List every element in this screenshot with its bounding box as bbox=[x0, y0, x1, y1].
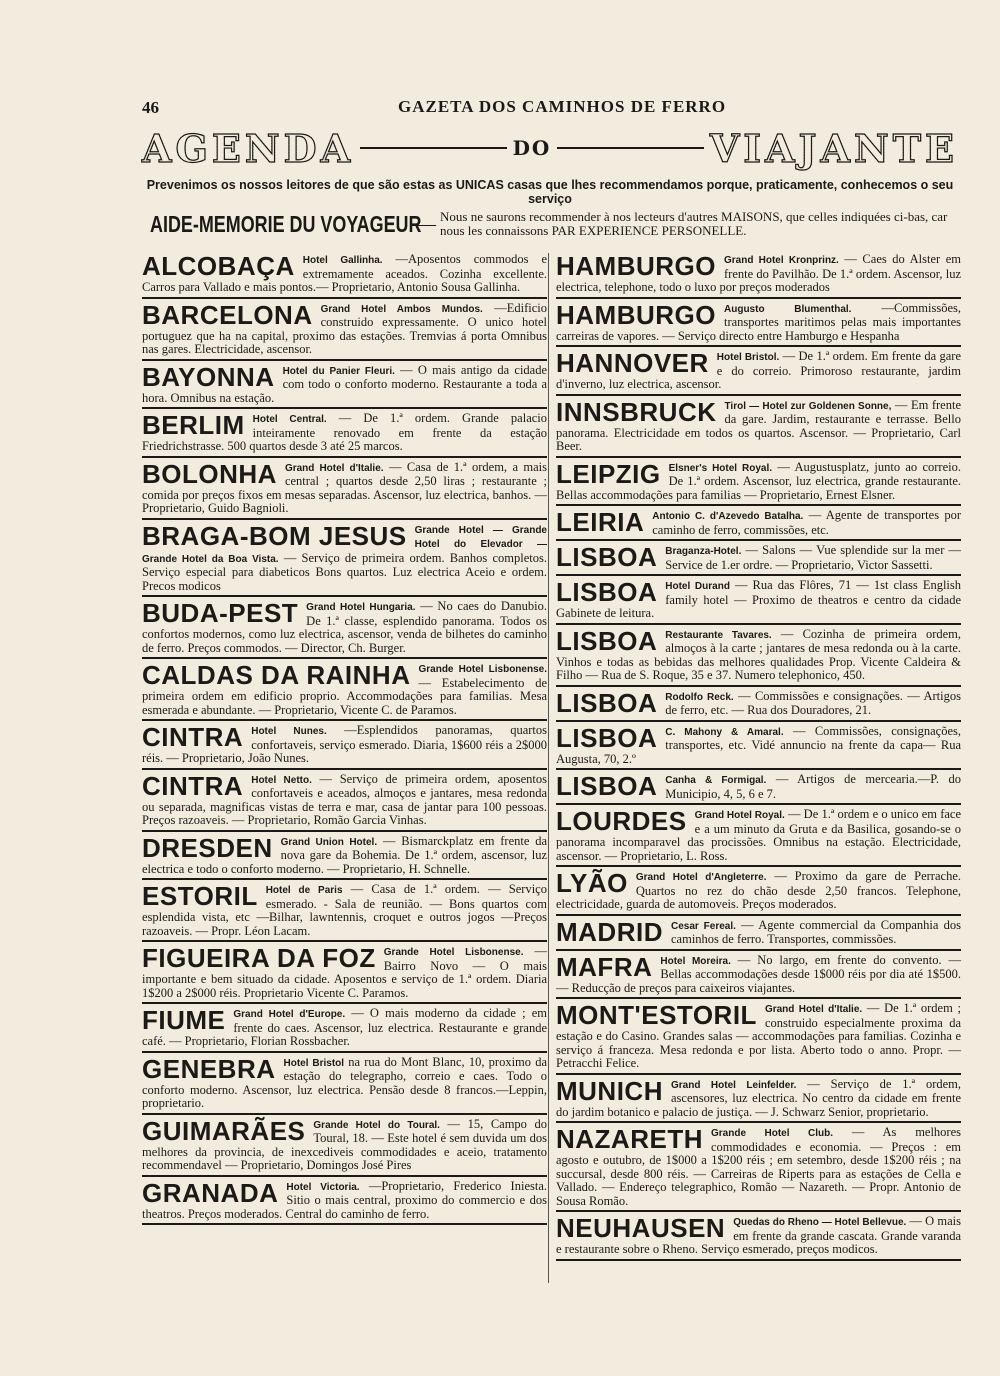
city-name: GUIMARÃES bbox=[142, 1115, 306, 1146]
city-name: DRESDEN bbox=[142, 832, 273, 863]
city-name: MAFRA bbox=[556, 951, 653, 982]
listing-description: — No caes do Danubio. De 1.ª classe, esplendido panorama. Todos os confortos modernos, como luz electrica, ascensor, venda de bilhetes do caminho de ferro. Preços commodos. — Director, Ch. Burger. bbox=[142, 599, 548, 655]
listing-text bbox=[556, 808, 961, 863]
listing-entry bbox=[142, 724, 547, 770]
hotel-name: Canha & Formigal. bbox=[665, 775, 767, 786]
listing-text bbox=[556, 458, 961, 503]
city-name: GRANADA bbox=[142, 1177, 279, 1208]
listing-entry bbox=[142, 520, 548, 598]
listing-text bbox=[142, 1115, 548, 1173]
hotel-name: Hotel de Paris bbox=[265, 885, 343, 896]
listing-text bbox=[142, 361, 548, 406]
listing-entry bbox=[142, 253, 547, 299]
listing-entry bbox=[142, 1177, 547, 1226]
listing-description: —Esplendidos panoramas, quartos confortaveis, serviço esmerado. Diaria, 1$600 réis a 2$000 réis. — Proprietario, João Nunes. bbox=[142, 723, 548, 765]
city-name: HAMBURGO bbox=[556, 299, 716, 330]
hotel-name: Hotel Victoria. bbox=[286, 1181, 360, 1193]
hotel-name: Elsner's Hotel Royal. bbox=[668, 462, 773, 474]
listing-text bbox=[556, 916, 961, 947]
listing-description: — Augustusplatz, junto ao correio. De 1.ª ordem. Ascensor, luz electrica, grande restaurante. Bellas accommodações para familias — Proprietario, Ernest Elsner. bbox=[556, 459, 961, 502]
city-name: NAZARETH bbox=[556, 1124, 703, 1154]
listing-description: — As melhores commodidades e economia. — Preços : em agosto e outubro, de 1$000 a 1$200 réis ; em setembro, desde 1$200 réis ; na succursal, desde 800 réis. — Carreiras de Riperts para as estações de Cella e Vallado. — Endereço telegraphico, Romão — Nazareth. — Propr. Antonio de Sousa Romão. bbox=[556, 1125, 962, 1208]
city-name: LISBOA bbox=[556, 542, 658, 572]
listing-text bbox=[556, 579, 961, 621]
hotel-name: Grand Hotel d'Italie. bbox=[764, 1004, 863, 1015]
city-name: CINTRA bbox=[142, 770, 244, 801]
city-name: LISBOA bbox=[556, 577, 658, 607]
city-name: BAYONNA bbox=[142, 361, 275, 392]
hotel-name: Hotel Bristol bbox=[283, 1057, 345, 1069]
listing-text bbox=[142, 770, 548, 828]
hotel-name: Grand Hotel Ambos Mundos. bbox=[320, 303, 483, 315]
listing-description: — Caes do Alster em frente do Pavilhão. De 1.ª ordem. Ascensor, luz electrica, telephone, todo o luxo por preços moderados bbox=[556, 252, 961, 294]
listing-text bbox=[142, 299, 547, 357]
hotel-name: C. Mahony & Amaral. bbox=[665, 726, 784, 738]
listing-text bbox=[142, 412, 547, 454]
listing-text bbox=[556, 722, 962, 767]
listing-text bbox=[556, 299, 961, 344]
listing-entry bbox=[142, 1053, 548, 1115]
listing-entry bbox=[556, 350, 961, 396]
hotel-name: Hotel Nunes. bbox=[251, 726, 327, 737]
hotel-name: Grande Hotel Lisbonense. bbox=[383, 947, 524, 958]
banner-rule bbox=[360, 147, 506, 149]
right-column bbox=[556, 253, 961, 1264]
listing-description: —Aposentos commodos e extremamente aceados. Cozinha excellente. Carros para Vallado e mais pontos.— Proprietario, Antonio Sousa Gallinha. bbox=[142, 252, 548, 294]
listing-entry bbox=[142, 945, 547, 1004]
listing-description: —Proprietario, Frederico Iniesta. Sitio o mais central, proximo do commercio e dos theatros. Preços moderados. Central do caminho de ferro. bbox=[142, 1178, 547, 1221]
hotel-name: Hotel Netto. bbox=[251, 774, 312, 786]
listing-entry bbox=[556, 458, 961, 507]
city-name: MONT'ESTORIL bbox=[556, 1000, 757, 1030]
hotel-name: Cesar Fereal. bbox=[671, 920, 736, 932]
hotel-name: Grand Hotel Kronprinz. bbox=[724, 255, 839, 266]
listing-text bbox=[142, 662, 547, 717]
left-column bbox=[142, 253, 547, 1228]
city-name: HAMBURGO bbox=[556, 251, 716, 281]
listing-entry bbox=[556, 625, 961, 687]
city-name: NEUHAUSEN bbox=[556, 1213, 726, 1243]
city-name: LEIRIA bbox=[556, 507, 645, 537]
listing-description: — Bismarckplatz em frente da nova gare da Bohemia. De 1.ª ordem, ascensor, luz electrica e todo o conforto moderno. — Proprietario, H. Schnelle. bbox=[142, 833, 547, 876]
listing-entry bbox=[556, 1075, 961, 1124]
city-name: LISBOA bbox=[556, 722, 658, 753]
hotel-name: Grand Hotel d'Europe. bbox=[233, 1009, 346, 1020]
hotel-name: Grand Hotel Hungaria. bbox=[306, 602, 416, 613]
listing-text bbox=[556, 870, 961, 912]
listing-entry bbox=[556, 870, 961, 916]
column-divider bbox=[548, 253, 549, 1283]
listing-description: — O mais antigo da cidade com todo o conforto moderno. Restaurante a toda a hora. Omnibus na estação. bbox=[142, 362, 548, 405]
listing-text bbox=[142, 724, 547, 766]
listing-description: — Commissões e consignações. — Artigos de ferro, etc. — Rua dos Douradores, 21. bbox=[665, 688, 961, 717]
listing-entry bbox=[142, 1007, 547, 1053]
hotel-name: Grand Union Hotel. bbox=[280, 836, 378, 848]
listing-entry bbox=[556, 808, 961, 867]
listing-entry bbox=[556, 951, 961, 1000]
listing-description: — Bairro Novo — O mais importante e bem situado da cidade. Aposentos e serviço de 1.ª ordem. Diaria 1$200 a 2$000 réis. Proprietario Vicente C. Paramos. bbox=[142, 944, 547, 1000]
listing-description: —Commissões, transportes maritimos pelas mais importantes carreiras de vapores. — Serviço directo entre Hamburgo e Hespanha bbox=[556, 300, 961, 343]
city-name: LYÃO bbox=[556, 868, 628, 898]
listing-text bbox=[556, 1075, 961, 1120]
hotel-name: Hotel Moreira. bbox=[660, 955, 731, 967]
city-name: BARCELONA bbox=[142, 299, 313, 330]
listing-description: — Agente de transportes por caminho de ferro, commissões, etc. bbox=[652, 508, 962, 537]
listing-entry bbox=[556, 687, 961, 722]
listing-entry bbox=[142, 662, 547, 721]
aide-title: AIDE-MEMORIE DU VOYAGEUR bbox=[150, 210, 422, 237]
listing-description: — Casa de 1.ª ordem, a mais central ; quartos desde 2,50 liras ; restaurante ; comida por preços fixos em mesas separadas. Ascensor, luz electrica, banhos. — Proprietario, Guido Bagnioli. bbox=[142, 459, 548, 515]
listing-description: — Commissões, consignações, transportes, etc. Vidé annuncio na frente da capa— Rua Augusta, 70, 2.º bbox=[556, 723, 962, 766]
listing-description: na rua do Mont Blanc, 10, proximo da estação do telegrapho, correio e caes. Todo o conforto moderno. Ascensor, luz electrica. Pensão desde 8 francos.—Leppin, proprietario. bbox=[142, 1054, 548, 1110]
listing-text bbox=[142, 1053, 548, 1111]
listing-text bbox=[142, 832, 547, 877]
aide-memoire bbox=[150, 210, 958, 238]
hotel-name: Tirol — Hotel zur Goldenen Sonne, bbox=[724, 400, 892, 412]
listing-description: — De 1.ª ordem. Em frente da gare e do correio. Primoroso restaurante, jardim d'inverno, luz electrica, ascensor. bbox=[556, 349, 961, 391]
listing-description: —Edificio construido expressamente. O unico hotel portuguez que ha na capital, proximo das estações. Tremvias á porta Omnibus nas gares. Electricidade, ascensor. bbox=[142, 300, 547, 356]
listing-description: — Serviço de 1.ª ordem, ascensores, luz electrica. No centro da cidade em frente do jardim botanico e palacio de justiça. — J. Schwarz Senior, proprietario. bbox=[556, 1076, 961, 1119]
listing-text bbox=[556, 687, 961, 718]
listing-text bbox=[556, 253, 961, 295]
hotel-name: Grand Hotel Leinfelder. bbox=[671, 1079, 797, 1091]
hotel-name: Hotel Durand bbox=[665, 581, 730, 592]
listing-description: — Casa de 1.ª ordem. — Serviço esmerado. - Sala de reunião. — Bons quartos com esplendida vista, etc —Bilhar, lawntennis, croquet e outros jogos —Preços razoaveis. — Propr. Léon Lacam. bbox=[142, 882, 547, 938]
listing-text bbox=[142, 1177, 547, 1222]
listing-text bbox=[556, 396, 961, 454]
listing-entry bbox=[142, 883, 547, 942]
city-name: BUDA-PEST bbox=[142, 598, 299, 628]
page-number: 46 bbox=[142, 98, 159, 117]
listing-text bbox=[556, 1002, 961, 1071]
city-name: LISBOA bbox=[556, 687, 658, 718]
hotel-name: Grande Hotel Lisbonense. bbox=[418, 664, 547, 675]
listing-description: — Agente commercial da Companhia dos caminhos de ferro. Transportes, commissões. bbox=[671, 917, 961, 946]
listing-entry bbox=[142, 299, 547, 361]
hotel-name: Grande Hotel do Toural. bbox=[313, 1119, 440, 1131]
listing-entry bbox=[556, 544, 961, 576]
city-name: LEIPZIG bbox=[556, 458, 661, 489]
banner-word-agenda: AGENDA bbox=[142, 125, 355, 171]
listing-entry bbox=[142, 1115, 548, 1177]
hotel-name: Grand Hotel d'Italie. bbox=[284, 462, 384, 474]
agenda-banner bbox=[142, 126, 958, 170]
listing-text bbox=[142, 945, 547, 1000]
listing-text bbox=[142, 253, 547, 295]
listing-description: — Estabelecimento de primeira ordem em edificio proprio. Accommodações para familias. Mesa esmerada e abundante. — Proprietario, Vicente C. de Paramos. bbox=[142, 675, 547, 717]
hotel-name: Grande Hotel — Grande Hotel do Elevador —Grande Hotel da Boa Vista. bbox=[142, 524, 547, 565]
city-name: ESTORIL bbox=[142, 881, 258, 911]
hotel-name: Grande Hotel Club. bbox=[711, 1128, 833, 1139]
hotel-name: Restaurante Tavares. bbox=[665, 629, 772, 641]
intro-notice: Prevenimos os nossos leitores de que são estas as UNICAS casas que lhes recommendamos porque, praticamente, conhecemos o seu serviço bbox=[146, 178, 954, 206]
city-name: FIUME bbox=[142, 1005, 226, 1035]
listing-entry bbox=[556, 396, 961, 458]
hotel-name: Grand Hotel d'Angleterre. bbox=[635, 872, 767, 883]
listing-entry bbox=[556, 1126, 961, 1212]
city-name: ALCOBAÇA bbox=[142, 251, 295, 281]
city-name: MADRID bbox=[556, 916, 663, 947]
listing-entry bbox=[556, 509, 961, 541]
city-name: LOURDES bbox=[556, 806, 687, 836]
hotel-name: Quedas do Rheno — Hotel Bellevue. bbox=[733, 1217, 907, 1228]
listing-text bbox=[556, 350, 961, 392]
listing-entry bbox=[556, 579, 961, 625]
listing-text bbox=[142, 520, 548, 594]
hotel-name: Augusto Blumenthal. bbox=[724, 303, 852, 315]
listing-description: — O mais em frente da grande cascata. Grande varanda e restaurante sobre o Rheno. Serviço esmerado, preços modicos. bbox=[556, 1214, 962, 1256]
city-name: BOLONHA bbox=[142, 458, 277, 489]
hotel-name: Hotel Central. bbox=[252, 414, 327, 425]
city-name: INNSBRUCK bbox=[556, 396, 717, 427]
listing-entry bbox=[556, 722, 962, 771]
city-name: GENEBRA bbox=[142, 1053, 276, 1084]
banner-word-do: DO bbox=[512, 136, 552, 160]
hotel-name: Rodolfo Reck. bbox=[665, 691, 734, 703]
listing-entry bbox=[556, 916, 961, 951]
publication-title: GAZETA DOS CAMINHOS DE FERRO bbox=[398, 97, 727, 116]
listing-description: — Serviço de primeira ordem. Banhos completos. Serviço especial para diabeticos Bons quartos. Luz electrica Aceio e ordem. Precos modicos bbox=[142, 550, 548, 593]
listing-entry bbox=[142, 412, 547, 458]
listing-text bbox=[556, 544, 961, 572]
listing-entry bbox=[142, 832, 547, 881]
listing-description: — Proximo da gare de Perrache. Quartos no rez do chão desde 2,50 francos. Telephone, electricidade, guarda de automoveis. Preços moderados. bbox=[556, 869, 961, 911]
hotel-name: Braganza-Hotel. bbox=[665, 546, 742, 557]
hotel-name: Hotel Gallinha. bbox=[302, 255, 383, 266]
city-name: LISBOA bbox=[556, 771, 658, 801]
listing-entry bbox=[556, 1002, 961, 1075]
listing-description: — Rua das Flôres, 71 — 1st class English family hotel — Proximo de theatros e centro da cidade Gabinete de leitura. bbox=[556, 578, 962, 620]
city-name: CALDAS DA RAINHA bbox=[142, 660, 411, 690]
listing-text bbox=[556, 1215, 961, 1257]
listing-entry bbox=[556, 253, 961, 299]
listing-description: — No largo, em frente do convento. — Bellas accommodações desde 1$000 réis por dia até 1$500. — Reducção de preços para caixeiros viajantes. bbox=[556, 952, 961, 995]
hotel-name: Hotel Bristol. bbox=[716, 352, 780, 363]
listing-text bbox=[142, 1007, 547, 1049]
listing-text bbox=[556, 951, 961, 996]
hotel-name: Hotel du Panier Fleuri. bbox=[282, 365, 395, 377]
listing-text bbox=[142, 458, 548, 516]
aide-dash: — bbox=[416, 212, 436, 235]
listing-entry bbox=[142, 770, 548, 832]
banner-word-viajante: VIAJANTE bbox=[709, 125, 958, 171]
hotel-name: Antonio C. d'Azevedo Batalha. bbox=[652, 511, 804, 522]
listing-entry bbox=[556, 773, 961, 805]
city-name: CINTRA bbox=[142, 722, 244, 752]
listing-entry bbox=[142, 458, 548, 520]
listing-description: — Cozinha de primeira ordem, almoços à la carte ; jantares de mesa redonda ou à la carte. Vinhos e todas as bebidas das melhores qualidades Prop. Vicente Caldeira & Filho — Rua de S. Roque, 35 e 37. Numero telephonico, 450. bbox=[556, 626, 961, 682]
listing-text bbox=[142, 600, 547, 655]
hotel-name: Grand Hotel Royal. bbox=[694, 810, 785, 821]
city-name: LISBOA bbox=[556, 625, 658, 656]
listing-description: — Artigos de mercearia.—P. do Municipio, 4, 5, 6 e 7. bbox=[665, 772, 961, 801]
city-name: HANNOVER bbox=[556, 348, 709, 378]
listing-description: — Em frente da gare. Jardim, restaurante e terrasse. Bello panorama. Electricidade em todos os quartos. Ascensor. — Proprietario, Carl Beer. bbox=[556, 397, 961, 453]
listing-entry bbox=[556, 299, 961, 348]
listing-description: — Salons — Vue splendide sur la mer — Service de 1.er ordre. — Proprietario, Victor Sassetti. bbox=[665, 543, 962, 572]
banner-rule bbox=[557, 147, 703, 149]
listing-description: — De 1.ª ordem ; construido especialmente proxima da estação e do Casino. Grandes salas — accommodações para familias. Cozinha e serviço á franceza. Mesa redonda e por lista. Aberto todo o anno. Propr. — Petracchi Felice. bbox=[556, 1001, 962, 1070]
listing-description: — 15, Campo do Toural, 18. — Este hotel é sem duvida um dos melhores da provincia, de inexcediveis commodidades e aceio, tratamento recommendavel — Proprietario, Domingos José Pires bbox=[142, 1116, 548, 1172]
listing-text bbox=[556, 1126, 961, 1208]
city-name: MUNICH bbox=[556, 1075, 663, 1106]
listing-entry bbox=[556, 1215, 961, 1261]
listing-text bbox=[556, 509, 961, 537]
city-name: BRAGA-BOM JESUS bbox=[142, 520, 407, 551]
listing-entry bbox=[142, 361, 548, 410]
city-name: FIGUEIRA DA FOZ bbox=[142, 943, 376, 973]
listing-text bbox=[556, 773, 961, 801]
listing-text bbox=[142, 883, 547, 938]
city-name: BERLIM bbox=[142, 410, 245, 440]
listing-description: — Serviço de primeira ordem, aposentos confortaveis e aceados, almoços e jantares, mesa redonda ou separada, magnificas vistas de terra e mar, casa de jantar para 100 pessoas. Preços razoaveis. — Proprietario, Romão Garcia Vinhas. bbox=[142, 771, 548, 827]
listing-description: — De 1.ª ordem. Grande palacio inteiramente renovado em frente da estação Friedrichstrasse. 500 quartos desde 3 até 25 marcos. bbox=[142, 411, 548, 453]
aide-text: Nous ne saurons recommender à nos lecteurs d'autres MAISONS, que celles indiquées ci-bas, car nous les connaissons PAR EXPERIENCE PERSONELLE. bbox=[440, 209, 948, 238]
listing-description: — De 1.ª ordem e o unico em face e a um minuto da Gruta e da Basilica, gosando-se o panorama incomparavel das procissões. Omnibus na estação. Electricidade, ascensor. — Proprietario, L. Ross. bbox=[556, 807, 962, 863]
listing-description: — O mais moderno da cidade ; em frente do caes. Ascensor, luz electrica. Restaurante e grande café. — Proprietario, Florian Rossbacher. bbox=[142, 1006, 547, 1048]
listing-text bbox=[556, 625, 961, 683]
listing-entry bbox=[142, 600, 547, 659]
